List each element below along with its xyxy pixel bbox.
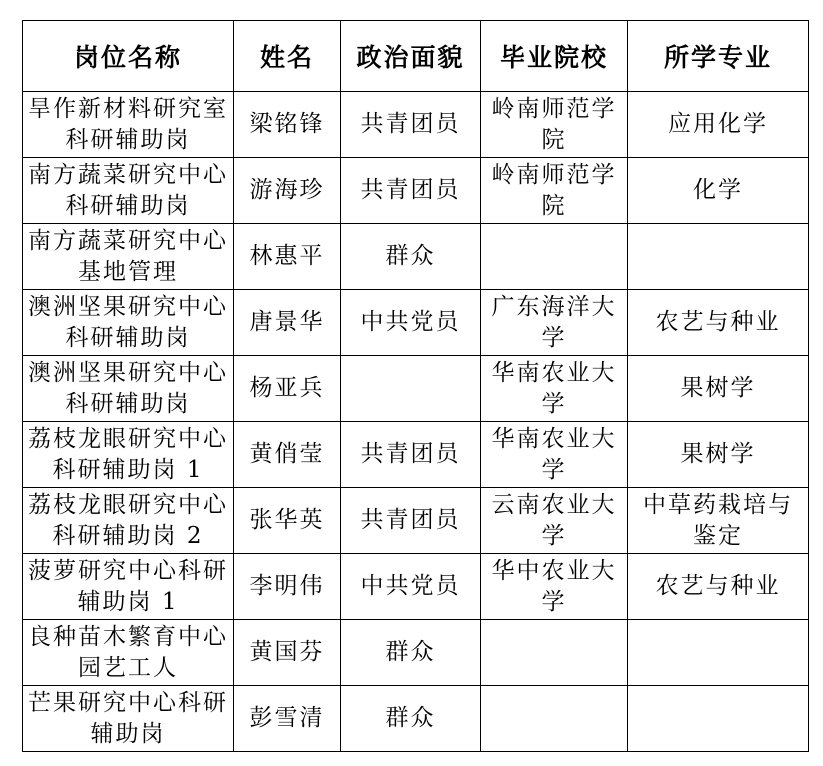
cell-graduated-school [481, 224, 628, 290]
personnel-table [22, 20, 809, 752]
cell-graduated-school: 华南农业大学 [481, 422, 628, 488]
table-row [23, 290, 809, 356]
cell-political-status: 共青团员 [341, 488, 481, 554]
cell-political-status: 群众 [341, 686, 481, 752]
cell-position: 良种苗木繁育中心园艺工人 [23, 620, 234, 686]
cell-position: 澳洲坚果研究中心科研辅助岗 [23, 356, 234, 422]
cell-position: 南方蔬菜研究中心科研辅助岗 [23, 158, 234, 224]
cell-graduated-school: 华中农业大学 [481, 554, 628, 620]
cell-graduated-school: 华南农业大学 [481, 356, 628, 422]
table-row [23, 686, 809, 752]
cell-major: 果树学 [628, 422, 809, 488]
cell-major: 中草药栽培与鉴定 [628, 488, 809, 554]
cell-major: 农艺与种业 [628, 290, 809, 356]
cell-name: 梁铭锋 [234, 92, 341, 158]
cell-political-status: 群众 [341, 224, 481, 290]
cell-position: 荔枝龙眼研究中心科研辅助岗 1 [23, 422, 234, 488]
table-row [23, 224, 809, 290]
cell-major [628, 686, 809, 752]
cell-position: 菠萝研究中心科研辅助岗 1 [23, 554, 234, 620]
cell-political-status: 共青团员 [341, 158, 481, 224]
cell-name: 黄俏莹 [234, 422, 341, 488]
cell-graduated-school: 云南农业大学 [481, 488, 628, 554]
header-political-status: 政治面貌 [341, 21, 481, 92]
cell-name: 游海珍 [234, 158, 341, 224]
cell-major: 化学 [628, 158, 809, 224]
table-row [23, 92, 809, 158]
cell-major [628, 224, 809, 290]
cell-position: 芒果研究中心科研辅助岗 [23, 686, 234, 752]
header-row [23, 21, 809, 92]
cell-position: 荔枝龙眼研究中心科研辅助岗 2 [23, 488, 234, 554]
table-row [23, 554, 809, 620]
cell-name: 林惠平 [234, 224, 341, 290]
table-row [23, 158, 809, 224]
cell-graduated-school: 广东海洋大学 [481, 290, 628, 356]
header-major: 所学专业 [628, 21, 809, 92]
table-row [23, 356, 809, 422]
cell-political-status: 群众 [341, 620, 481, 686]
cell-major: 农艺与种业 [628, 554, 809, 620]
cell-graduated-school: 岭南师范学院 [481, 92, 628, 158]
table-row [23, 422, 809, 488]
cell-major: 应用化学 [628, 92, 809, 158]
cell-name: 唐景华 [234, 290, 341, 356]
header-position: 岗位名称 [23, 21, 234, 92]
cell-position: 旱作新材料研究室科研辅助岗 [23, 92, 234, 158]
cell-name: 李明伟 [234, 554, 341, 620]
header-graduated-school: 毕业院校 [481, 21, 628, 92]
cell-graduated-school [481, 620, 628, 686]
cell-name: 彭雪清 [234, 686, 341, 752]
cell-graduated-school [481, 686, 628, 752]
cell-graduated-school: 岭南师范学院 [481, 158, 628, 224]
cell-position: 澳洲坚果研究中心科研辅助岗 [23, 290, 234, 356]
cell-name: 黄国芬 [234, 620, 341, 686]
cell-political-status: 共青团员 [341, 92, 481, 158]
cell-name: 杨亚兵 [234, 356, 341, 422]
table-row [23, 620, 809, 686]
table-row [23, 488, 809, 554]
cell-political-status: 中共党员 [341, 554, 481, 620]
cell-political-status: 中共党员 [341, 290, 481, 356]
cell-position: 南方蔬菜研究中心基地管理 [23, 224, 234, 290]
cell-major [628, 620, 809, 686]
header-name: 姓名 [234, 21, 341, 92]
cell-political-status [341, 356, 481, 422]
cell-name: 张华英 [234, 488, 341, 554]
cell-political-status: 共青团员 [341, 422, 481, 488]
cell-major: 果树学 [628, 356, 809, 422]
